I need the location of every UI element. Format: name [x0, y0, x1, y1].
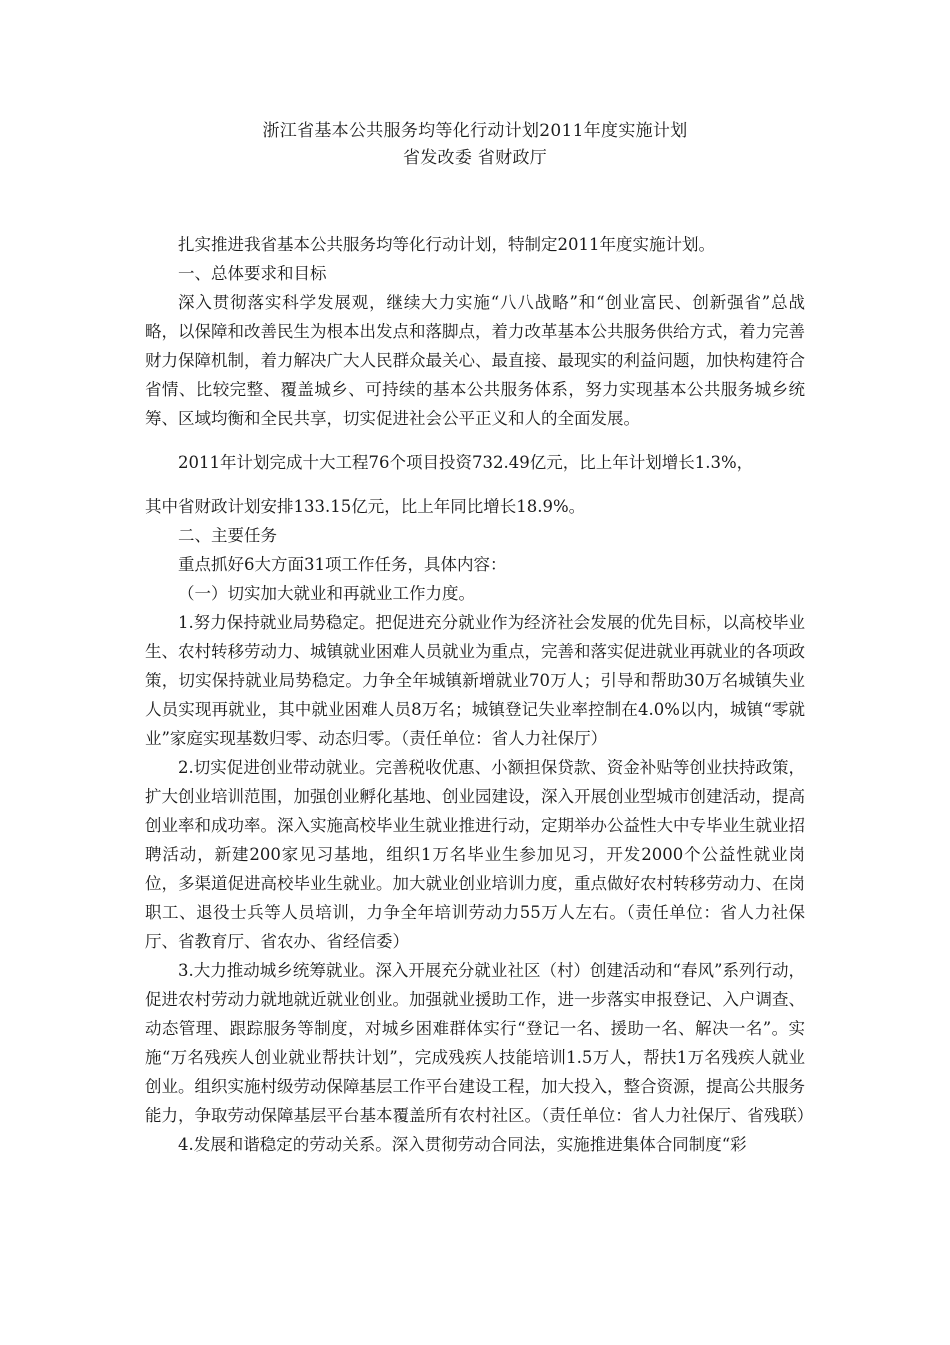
title-block	[0, 118, 950, 172]
task-item-4: 4.发展和谐稳定的劳动关系。深入贯彻劳动合同法，实施推进集体合同制度“彩	[178, 1135, 747, 1154]
task-item-2: 2.切实促进创业带动就业。完善税收优惠、小额担保贷款、资金补贴等创业扶持政策，扩大创业培训范围，加强创业孵化基地、创业园建设，深入开展创业型城市创建活动，提高创业率和成功率。深入实施高校毕业生就业推进行动，定期举办公益性大中专毕业生就业招聘活动，新建200家见习基地，组织1万名毕业生参加见习，开发2000个公益性就业岗位，多渠道促进高校毕业生就业。加大就业创业培训力度，重点做好农村转移劳动力、在岗职工、退役士兵等人员培训，力争全年培训劳动力55万人左右。（责任单位：省人力社保厅、省教育厅、省农办、省经信委）	[145, 758, 805, 951]
requirements-paragraph: 深入贯彻落实科学发展观，继续大力实施“八八战略”和“创业富民、创新强省”总战略，以保障和改善民生为根本出发点和落脚点，着力改革基本公共服务供给方式，着力完善财力保障机制，着力解决广大人民群众最关心、最直接、最现实的利益问题，加快构建符合省情、比较完整、覆盖城乡、可持续的基本公共服务体系，努力实现基本公共服务城乡统筹、区域均衡和全民共享，切实促进社会公平正义和人的全面发展。	[145, 293, 805, 428]
document-body	[145, 230, 814, 1159]
document-subtitle: 省发改委 省财政厅	[402, 148, 548, 168]
finance-paragraph: 其中省财政计划安排133.15亿元，比上年同比增长18.9%。	[145, 497, 586, 516]
section-heading-1: 一、总体要求和目标	[178, 264, 327, 283]
document-title: 浙江省基本公共服务均等化行动计划2011年度实施计划	[262, 121, 688, 141]
subsection-heading-1: （一）切实加大就业和再就业工作力度。	[178, 584, 475, 603]
task-item-3: 3.大力推动城乡统筹就业。深入开展充分就业社区（村）创建活动和“春风”系列行动，促进农村劳动力就地就近就业创业。加强就业援助工作，进一步落实申报登记、入户调查、动态管理、跟踪服务等制度，对城乡困难群体实行“登记一名、援助一名、解决一名”。实施“万名残疾人创业就业帮扶计划”，完成残疾人技能培训1.5万人，帮扶1万名残疾人就业创业。组织实施村级劳动保障基层工作平台建设工程，加大投入，整合资源，提高公共服务能力，争取劳动保障基层平台基本覆盖所有农村社区。（责任单位：省人力社保厅、省残联）	[145, 961, 814, 1125]
investment-paragraph: 2011年计划完成十大工程76个项目投资732.49亿元，比上年计划增长1.3%，	[178, 453, 754, 472]
task-item-1: 1.努力保持就业局势稳定。把促进充分就业作为经济社会发展的优先目标，以高校毕业生、农村转移劳动力、城镇就业困难人员就业为重点，完善和落实促进就业再就业的各项政策，切实保持就业局势稳定。力争全年城镇新增就业70万人；引导和帮助30万名城镇失业人员实现再就业，其中就业困难人员8万名；城镇登记失业率控制在4.0%以内，城镇“零就业”家庭实现基数归零、动态归零。（责任单位：省人力社保厅）	[145, 613, 805, 748]
section-heading-2: 二、主要任务	[178, 526, 277, 545]
intro-paragraph: 扎实推进我省基本公共服务均等化行动计划，特制定2011年度实施计划。	[178, 235, 715, 254]
tasks-summary: 重点抓好6大方面31项工作任务，具体内容：	[178, 555, 507, 574]
